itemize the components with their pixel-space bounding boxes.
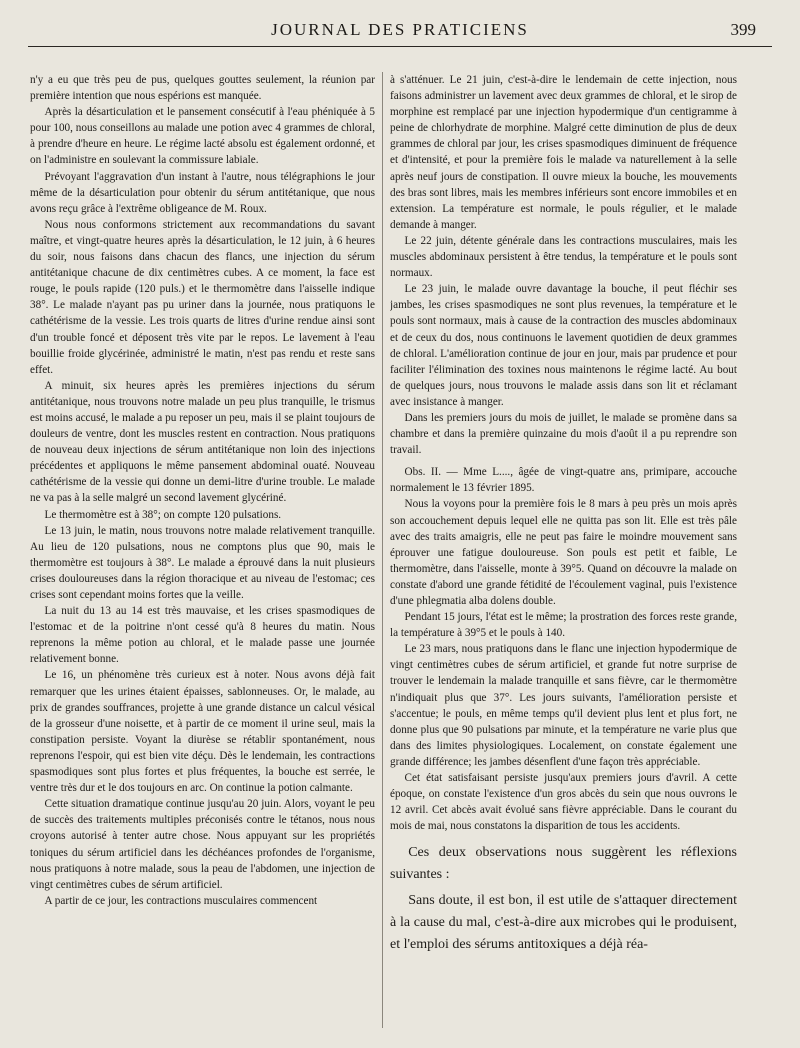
paragraph: Après la désarticulation et le pansement consécutif à l'eau phéniquée à 5 pour 100, nous conseillons au malade une potion avec 4 grammes de chloral, à prendre d'heure en heure. Le régime lacté absolu est également ordonné, et on l'administre en soulevant la commissure labiale. <box>30 106 375 167</box>
paragraph: La nuit du 13 au 14 est très mauvaise, et les crises spasmodiques de l'estomac et de la poitrine n'ont cessé qu'à 8 heures du matin. Nous reprenons la même potion au chloral, et le malade passe une journée relativement bonne. <box>30 605 375 666</box>
paragraph: Prévoyant l'aggravation d'un instant à l'autre, nous télégraphions le jour même de la désarticulation pour obtenir du sérum antitétanique, que nous avons reçu grâce à l'extrême obligeance de M. Roux. <box>30 170 375 215</box>
page-number: 399 <box>730 20 756 39</box>
observation-heading-paragraph: Obs. II. — Mme L...., âgée de vingt-quatre ans, primipare, accouche normalement le 13 février 1895. <box>390 466 737 495</box>
column-divider <box>382 72 383 1028</box>
paragraph: Nous la voyons pour la première fois le 8 mars à peu près un mois après son accouchement depuis lequel elle ne quitta pas son lit. Elle est très pâle avec des traits amaigris, elle ne peut pas faire le moindre mouvement sans éprouver une fatigue douloureuse. Son pouls est petit et faible, Le thermomètre, dans l'aisselle, monte à 39°5. Quand on découvre la malade on constate d'abord une grande fétidité de l'écoulement vaginal, puis l'existence d'une phlegmatia alba dolens double. <box>390 498 737 607</box>
paragraph: A minuit, six heures après les premières injections du sérum antitétanique, nous trouvons notre malade un peu plus tranquille, le trismus est moins accusé, le malade a pu reposer un peu, mais il se plaint toujours de douleurs de ventre, dont les muscles restent en contraction. Nous pratiquons de nouveau deux injections de sérum antitétanique non loin des injections précédentes et appliquons le même pansement abdominal ouaté. Nouveau cathétérisme de la vessie qui donne un demi-litre d'urine trouble. Le malade ne va pas à la selle malgré un second lavement glycériné. <box>30 379 375 505</box>
paragraph: Cette situation dramatique continue jusqu'au 20 juin. Alors, voyant le peu de succès des traitements multiples préconisés contre le tétanos, nous nous croyons autorisé à tenter autre chose. Nous appuyant sur les propriétés toniques du sérum artificiel dans les déchéances profondes de l'organisme, nous pratiquons à notre malade, sous la peau de l'abdomen, une injection de vingt centimètres cubes de sérum artificiel. <box>30 798 375 891</box>
paragraph: Pendant 15 jours, l'état est le même; la prostration des forces reste grande, la température à 39°5 et le pouls à 140. <box>390 611 737 640</box>
journal-title: JOURNAL DES PRATICIENS <box>271 20 529 39</box>
reflection-paragraph: Sans doute, il est bon, il est utile de s'attaquer directement à la cause du mal, c'est-à-dire aux microbes qui le produisent, et l'emploi des sérums antitoxiques a déjà réa- <box>390 893 737 953</box>
page-header <box>28 20 772 46</box>
paragraph: Le thermomètre est à 38°; on compte 120 pulsations. <box>44 508 282 521</box>
paragraph: Le 23 mars, nous pratiquons dans le flanc une injection hypodermique de vingt centimètres cubes de sérum artificiel, et grande fut notre surprise de trouver le lendemain la malade tranquille et sans fièvre, car le thermomètre n'indiquait plus que 37°. Les jours suivants, l'amélioration persiste et s'accentue; le pouls, en même temps qu'il devient plus lent et plus fort, ne donne plus que 90 pulsations par minute, et la température ne varie plus que dans des limites physiologiques. Localement, on constate également une grande différence; les jambes désenflent d'une façon très appréciable. <box>390 643 737 768</box>
paragraph: n'y a eu que très peu de pus, quelques gouttes seulement, la réunion par première intention que nous espérions est manquée. <box>30 74 375 103</box>
paragraph: Le 23 juin, le malade ouvre davantage la bouche, il peut fléchir ses jambes, les crises spasmodiques ne sont plus revenues, la température et le pouls sont normaux, mais à cause de la contraction des muscles abdominaux et de ceux du dos, nous continuons le lavement quotidien de deux grammes de chloral. L'amélioration continue de jour en jour, mais par prudence et pour faciliter l'élimination des toxines nous maintenons le régime lacté. Au bout de quelques jours, nous trouvons le malade assis dans son lit et réclamant avec insistance à manger. <box>390 283 737 408</box>
paragraph: Nous nous conformons strictement aux recommandations du savant maître, et vingt-quatre heures après la désarticulation, le 12 juin, à 6 heures du soir, nous faisons dans chacun des flancs, une injection du sérum antitétanique chacune de dix centimètres cubes. A ce moment, la face est rouge, le pouls rapide (120 puls.) et le thermomètre dans l'aisselle indique 38°. Le malade n'ayant pas pu uriner dans la journée, nous pratiquons le cathétérisme de la vessie. Les trois quarts de litres d'urine rendue ainsi sont d'un trouble foncé et déposent très vite par le repos. Le lavement à l'eau bouillie froide glycérinée, administré le matin, n'est pas rendu et reste sans effet. <box>30 218 375 376</box>
header-rule <box>28 46 772 47</box>
paragraph: Le 16, un phénomène très curieux est à noter. Nous avons déjà fait remarquer que les urines étaient épaisses, sablonneuses. Or, le malade, au prix de grandes souffrances, projette à une grande distance un calcul vésical de la grosseur d'une noisette, et à partir de ce moment il urine seul, mais la constipation persiste. Voyant la diurèse se rétablir spontanément, nous reprenons l'espoir, qui est bien vite déçu. Dès le lendemain, les contractions spasmodiques sont plus fortes et plus fréquentes, la bouche est serrée, le ventre très dur et le dos toujours en arc. On continue la potion calmante. <box>30 669 375 795</box>
reflection-paragraph: Ces deux observations nous suggèrent les réflexions suivantes : <box>390 845 737 883</box>
paragraph: à s'atténuer. Le 21 juin, c'est-à-dire le lendemain de cette injection, nous faisons administrer un lavement avec deux grammes de chloral, et le sirop de morphine est remplacé par une injection hypodermique d'un centigramme à peine de chlorhydrate de morphine. Malgré cette diminution de plus de deux grammes de chloral par jour, les crises spasmodiques diminuent de fréquence et d'intensité, et pour la première fois le malade va naturellement à la selle après neuf jours de constipation. Il ouvre mieux la bouche, les mouvements des bras sont libres, mais les membres inférieurs sont encore immobiles et en extension. La température est normale, le pouls régulier, et le malade demande à manger. <box>390 74 737 231</box>
paragraph: Le 22 juin, détente générale dans les contractions musculaires, mais les muscles abdominaux persistent à être tendus, la température et le pouls sont normaux. <box>390 234 737 280</box>
paragraph: Le 13 juin, le matin, nous trouvons notre malade relativement tranquille. Au lieu de 120 pulsations, nous ne comptons plus que 90, mais le thermomètre est toujours à 38°. Le malade a éprouvé dans la nuit plusieurs crises douloureuses dans la région thoracique et au niveau de l'estomac; ces crises sont cependant moins fortes que la veille. <box>30 524 375 601</box>
right-column <box>390 72 737 1040</box>
paragraph: A partir de ce jour, les contractions musculaires commencent <box>44 894 318 907</box>
paragraph: Dans les premiers jours du mois de juillet, le malade se promène dans sa chambre et dans la première quinzaine du mois d'août il a pu reprendre son travail. <box>390 411 737 457</box>
paragraph: Cet état satisfaisant persiste jusqu'aux premiers jours d'avril. A cette époque, on constate l'existence d'un gros abcès du sein que nous ouvrons le 12 avril. Cet abcès avait évolué sans fièvre appréciable. Dans le courant du mois de mai, nous constatons la disparition de tous les accidents. <box>390 772 737 833</box>
left-column <box>30 72 375 1040</box>
